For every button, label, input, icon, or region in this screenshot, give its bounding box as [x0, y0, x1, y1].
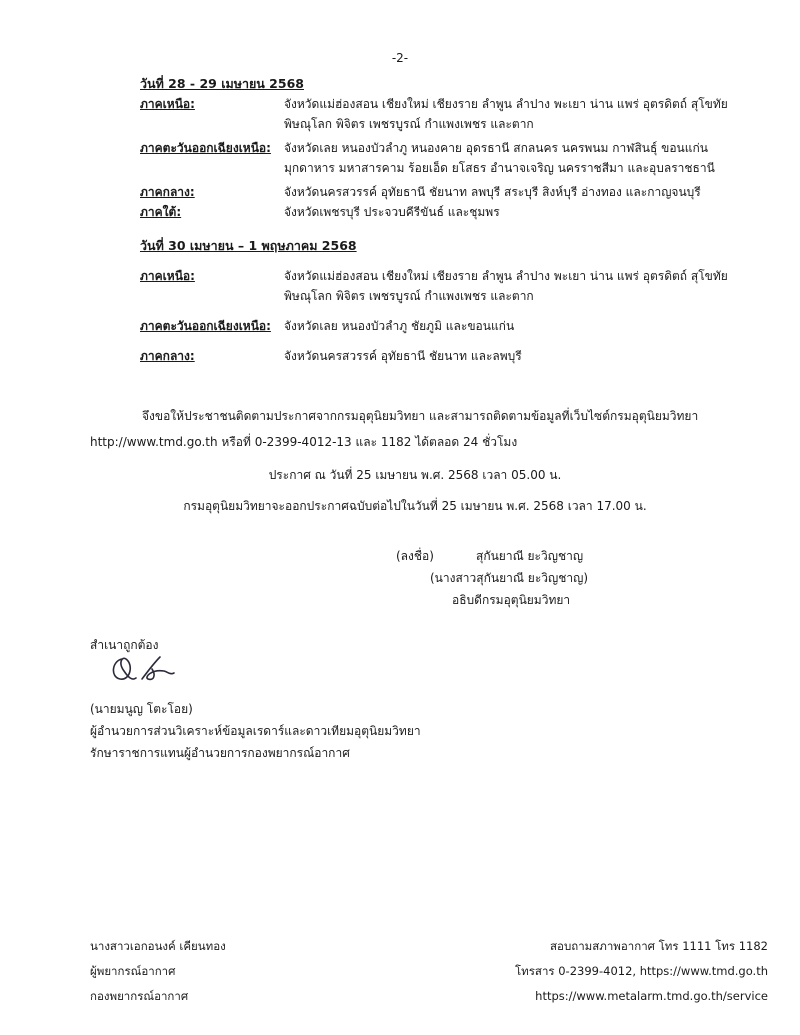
region-line: จังหวัดนครสวรรค์ อุทัยธานี ชัยนาท และลพบุรี: [284, 349, 522, 363]
certifier-position-1: ผู้อำนวยการส่วนวิเคราะห์ข้อมูลเรดาร์และดาวเทียมอุตุนิยมวิทยา: [90, 724, 421, 738]
region-label: ภาคใต้:: [140, 205, 182, 219]
region-label: ภาคตะวันออกเฉียงเหนือ:: [140, 319, 271, 333]
region-row-south: [140, 202, 760, 222]
footer-contact-phone: สอบถามสภาพอากาศ โทร 1111 โทร 1182: [550, 939, 768, 953]
page-number: -2-: [391, 51, 409, 65]
region-line: พิษณุโลก พิจิตร เพชรบูรณ์ กำแพงเพชร และตาก: [284, 117, 534, 131]
region-label: ภาคเหนือ:: [140, 97, 195, 111]
footer-contact-service-link[interactable]: https://www.metalarm.tmd.go.th/service: [535, 989, 768, 1003]
certifier-block: [90, 698, 490, 764]
region-line: จังหวัดเลย หนองบัวลำภู หนองคาย อุดรธานี สกลนคร นครพนม กาฬสินธุ์ ขอนแก่น: [284, 141, 708, 155]
footer-contact: [515, 934, 768, 1009]
region-line: จังหวัดเลย หนองบัวลำภู ชัยภูมิ และขอนแก่น: [284, 319, 515, 333]
signatory-name: สุกันยาณี ยะวิญชาญ: [476, 549, 584, 563]
region-row-north: [140, 94, 760, 134]
region-row-central: [140, 346, 760, 366]
region-row-central: [140, 182, 760, 202]
closing-line-2: http://www.tmd.go.th หรือที่ 0-2399-4012-13 และ 1182 ได้ตลอด 24 ชั่วโมง: [90, 435, 518, 449]
signatory-block: [396, 545, 716, 611]
footer-forecaster-name: นางสาวเอกอนงค์ เคียนทอง: [90, 939, 226, 953]
footer-contact-fax: โทรสาร 0-2399-4012, https://www.tmd.go.th: [515, 964, 768, 978]
signatory-position: อธิบดีกรมอุตุนิยมวิทยา: [452, 593, 571, 607]
announcement-date: ประกาศ ณ วันที่ 25 เมษายน พ.ศ. 2568 เวลา 05.00 น.: [268, 468, 562, 482]
closing-line-1: จึงขอให้ประชาชนติดตามประกาศจากกรมอุตุนิยมวิทยา และสามารถติดตามข้อมูลที่เว็บไซต์กรมอุตุนิยมวิทยา: [142, 409, 699, 423]
signatory-full-name: (นางสาวสุกันยาณี ยะวิญชาญ): [430, 571, 589, 585]
region-line: จังหวัดนครสวรรค์ อุทัยธานี ชัยนาท ลพบุรี สระบุรี สิงห์บุรี อ่างทอง และกาญจนบุรี: [284, 185, 701, 199]
region-line: มุกดาหาร มหาสารคาม ร้อยเอ็ด ยโสธร อำนาจเจริญ นครราชสีมา และอุบลราชธานี: [284, 161, 715, 175]
region-label: ภาคกลาง:: [140, 185, 195, 199]
region-row-northeast: [140, 316, 760, 336]
forecast-section-1: [140, 74, 760, 222]
footer-forecaster-role: ผู้พยากรณ์อากาศ: [90, 964, 176, 978]
region-row-north: [140, 266, 760, 306]
certifier-position-2: รักษาราชการแทนผู้อำนวยการกองพยากรณ์อากาศ: [90, 746, 350, 760]
region-label: ภาคเหนือ:: [140, 269, 195, 283]
region-line: พิษณุโลก พิจิตร เพชรบูรณ์ กำแพงเพชร และตาก: [284, 289, 534, 303]
region-label: ภาคกลาง:: [140, 349, 195, 363]
section-heading: วันที่ 28 - 29 เมษายน 2568: [140, 76, 304, 91]
section-heading: วันที่ 30 เมษายน – 1 พฤษภาคม 2568: [140, 238, 357, 253]
handwritten-signature: [108, 651, 178, 687]
certifier-name: (นายมนูญ โตะโอย): [90, 702, 193, 716]
region-row-northeast: [140, 138, 760, 178]
certified-copy-label: สำเนาถูกต้อง: [90, 638, 159, 652]
region-label: ภาคตะวันออกเฉียงเหนือ:: [140, 141, 271, 155]
footer-forecaster: [90, 934, 226, 1009]
region-line: จังหวัดเพชรบุรี ประจวบคีรีขันธ์ และชุมพร: [284, 205, 500, 219]
footer-forecaster-division: กองพยากรณ์อากาศ: [90, 989, 189, 1003]
next-announcement: กรมอุตุนิยมวิทยาจะออกประกาศฉบับต่อไปในวันที่ 25 เมษายน พ.ศ. 2568 เวลา 17.00 น.: [183, 499, 647, 513]
forecast-section-2: [140, 236, 760, 366]
region-line: จังหวัดแม่ฮ่องสอน เชียงใหม่ เชียงราย ลำพูน ลำปาง พะเยา น่าน แพร่ อุตรดิตถ์ สุโขทัย: [284, 269, 728, 283]
closing-paragraph: [90, 403, 770, 455]
sign-label: (ลงชื่อ): [396, 549, 434, 563]
region-line: จังหวัดแม่ฮ่องสอน เชียงใหม่ เชียงราย ลำพูน ลำปาง พะเยา น่าน แพร่ อุตรดิตถ์ สุโขทัย: [284, 97, 728, 111]
